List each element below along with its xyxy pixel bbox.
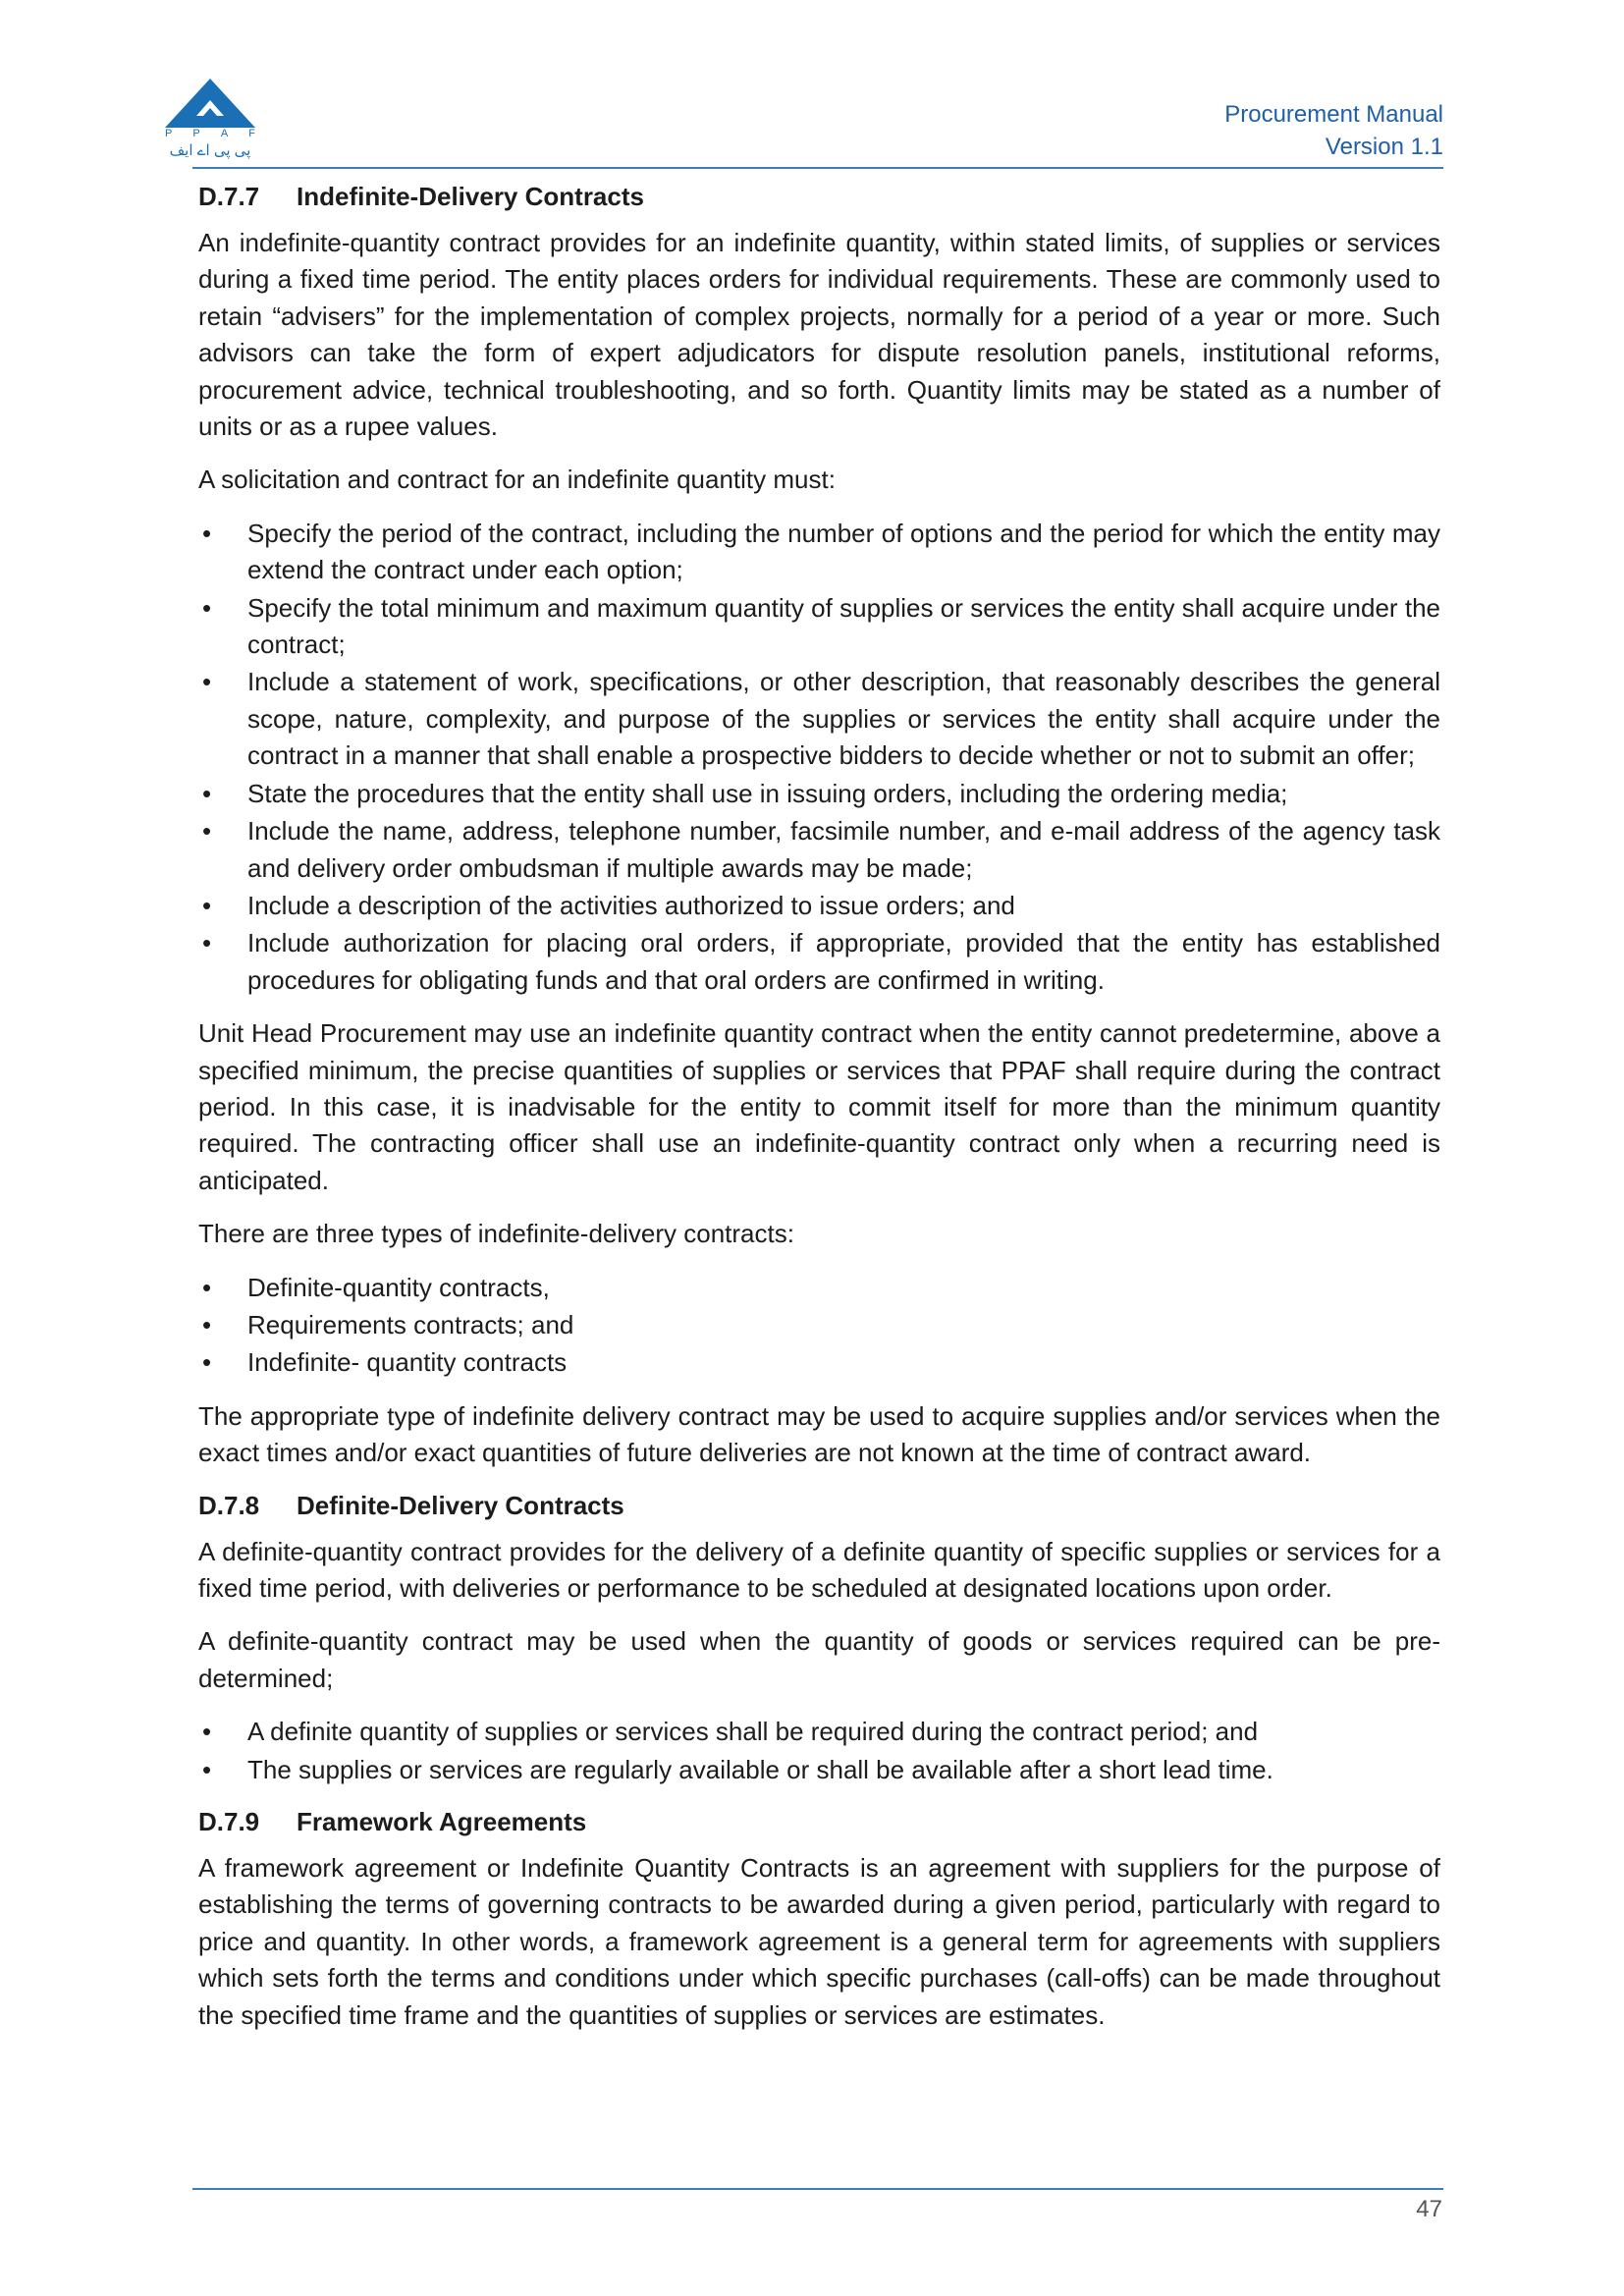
section-heading [198, 180, 1440, 213]
list-item [198, 1270, 1440, 1306]
bullet-icon: • [202, 816, 212, 847]
bullet-icon: • [202, 1717, 212, 1747]
page-number: 47 [1416, 2196, 1442, 2222]
section-number: D.7.9 [198, 1807, 260, 1837]
bullet-icon: • [202, 1309, 212, 1339]
paragraph: A definite-quantity contract provides for the delivery of a definite quantity of specific supplies or services for a fixed time period, with deliveries or performance to be scheduled at designated locations upon order. [198, 1536, 1440, 1603]
header-divider [192, 167, 1443, 169]
bullet-icon: • [202, 778, 212, 808]
list-item [198, 664, 1440, 774]
section-title: Indefinite-Delivery Contracts [297, 182, 644, 211]
bullet-icon: • [202, 928, 212, 958]
section-title: Definite-Delivery Contracts [297, 1490, 624, 1520]
page-header [0, 0, 1624, 172]
ppaf-logo [165, 79, 255, 167]
list-item-text: Include a statement of work, specifications, or other description, that reasonably describes the general scope, nature, complexity, and purpose of the supplies or services the entity shall acquire under the contract in a manner that shall enable a prospective bidders to decide whether or not to submit an offer; [247, 667, 1440, 771]
bullet-icon: • [202, 1754, 212, 1784]
list-item [198, 516, 1440, 589]
list-item-text: Indefinite- quantity contracts [247, 1347, 568, 1378]
bullet-icon: • [202, 890, 212, 920]
list-item-text: Include a description of the activities authorized to issue orders; and [247, 890, 1015, 920]
list-item [198, 925, 1440, 999]
logo-letter: P [165, 128, 173, 139]
bullet-icon: • [202, 1272, 212, 1302]
section-number: D.7.7 [198, 182, 260, 211]
paragraph: A definite-quantity contract may be used when the quantity of goods or services required can be pre-determined; [198, 1626, 1440, 1693]
logo-letter: P [192, 128, 200, 139]
bullet-list [198, 1270, 1440, 1382]
list-item [198, 888, 1440, 924]
list-item [198, 1344, 1440, 1381]
list-item [198, 590, 1440, 664]
list-item-text: Requirements contracts; and [247, 1309, 574, 1339]
paragraph: Unit Head Procurement may use an indefinite quantity contract when the entity cannot predetermine, above a specified minimum, the precise quantities of supplies or services that PPAF shall require during the contract period. In this case, it is inadvisable for the entity to commit itself for more than the minimum quantity required. The contracting officer shall use an indefinite-quantity contract only when a recurring need is anticipated. [198, 1018, 1440, 1195]
logo-letter: A [220, 128, 229, 139]
triangle-logo-icon [165, 79, 255, 130]
paragraph: The appropriate type of indefinite delivery contract may be used to acquire supplies and/or services when the exact times and/or exact quantities of future deliveries are not known at the time of contract award. [198, 1400, 1440, 1468]
section-heading [198, 1489, 1440, 1522]
list-item-text: State the procedures that the entity shall use in issuing orders, including the ordering media; [247, 778, 1288, 808]
list-item-text: Specify the total minimum and maximum quantity of supplies or services the entity shall acquire under the contract; [247, 592, 1440, 660]
paragraph: A solicitation and contract for an indefinite quantity must: [198, 465, 836, 495]
bullet-icon: • [202, 518, 212, 548]
logo-letters [165, 128, 255, 139]
paragraph: A framework agreement or Indefinite Quantity Contracts is an agreement with suppliers for the purpose of establishing the terms of governing contracts to be awarded during a given period, particularly with regard to price and quantity. In other words, a framework agreement is a general term for agreements with suppliers which sets forth the terms and conditions under which specific purchases (call-offs) can be made throughout the specified time frame and the quantities of supplies or services are estimates. [198, 1853, 1440, 2030]
logo-urdu-text: پی پی اے ایف [169, 142, 251, 159]
list-item [198, 1752, 1440, 1788]
document-title: Procurement Manual [1224, 101, 1443, 128]
list-item-text: Include authorization for placing oral orders, if appropriate, provided that the entity has established procedures for obligating funds and that oral orders are confirmed in writing. [247, 928, 1440, 995]
list-item-text: Specify the period of the contract, including the number of options and the period for which the entity may extend the contract under each option; [247, 518, 1440, 585]
list-item [198, 813, 1440, 887]
list-item [198, 1307, 1440, 1343]
page-content [198, 174, 1440, 2050]
paragraph: An indefinite-quantity contract provides for an indefinite quantity, within stated limits, of supplies or services during a fixed time period. The entity places orders for individual requirements. These are commonly used to retain “advisers” for the implementation of complex projects, normally for a period of a year or more. Such advisors can take the form of expert adjudicators for dispute resolution panels, institutional reforms, procurement advice, technical troubleshooting, and so forth. Quantity limits may be stated as a number of units or as a rupee values. [198, 228, 1440, 442]
bullet-icon: • [202, 592, 212, 623]
list-item-text: The supplies or services are regularly available or shall be available after a short lead time. [247, 1754, 1273, 1784]
section-title: Framework Agreements [297, 1807, 587, 1837]
logo-letter: F [248, 128, 255, 139]
bullet-list [198, 516, 1440, 999]
list-item [198, 776, 1440, 812]
list-item [198, 1714, 1440, 1750]
paragraph: There are three types of indefinite-delivery contracts: [198, 1219, 794, 1249]
bullet-icon: • [202, 667, 212, 697]
list-item-text: Definite-quantity contracts, [247, 1272, 550, 1302]
bullet-icon: • [202, 1347, 212, 1378]
section-number: D.7.8 [198, 1490, 260, 1520]
document-version: Version 1.1 [1325, 134, 1443, 160]
list-item-text: A definite quantity of supplies or services shall be required during the contract period; and [247, 1717, 1259, 1747]
bullet-list [198, 1714, 1440, 1788]
list-item-text: Include the name, address, telephone number, facsimile number, and e-mail address of the agency task and delivery order ombudsman if multiple awards may be made; [247, 816, 1440, 883]
section-heading [198, 1805, 1440, 1838]
footer-divider [192, 2188, 1443, 2190]
document-title-block [1224, 98, 1443, 163]
